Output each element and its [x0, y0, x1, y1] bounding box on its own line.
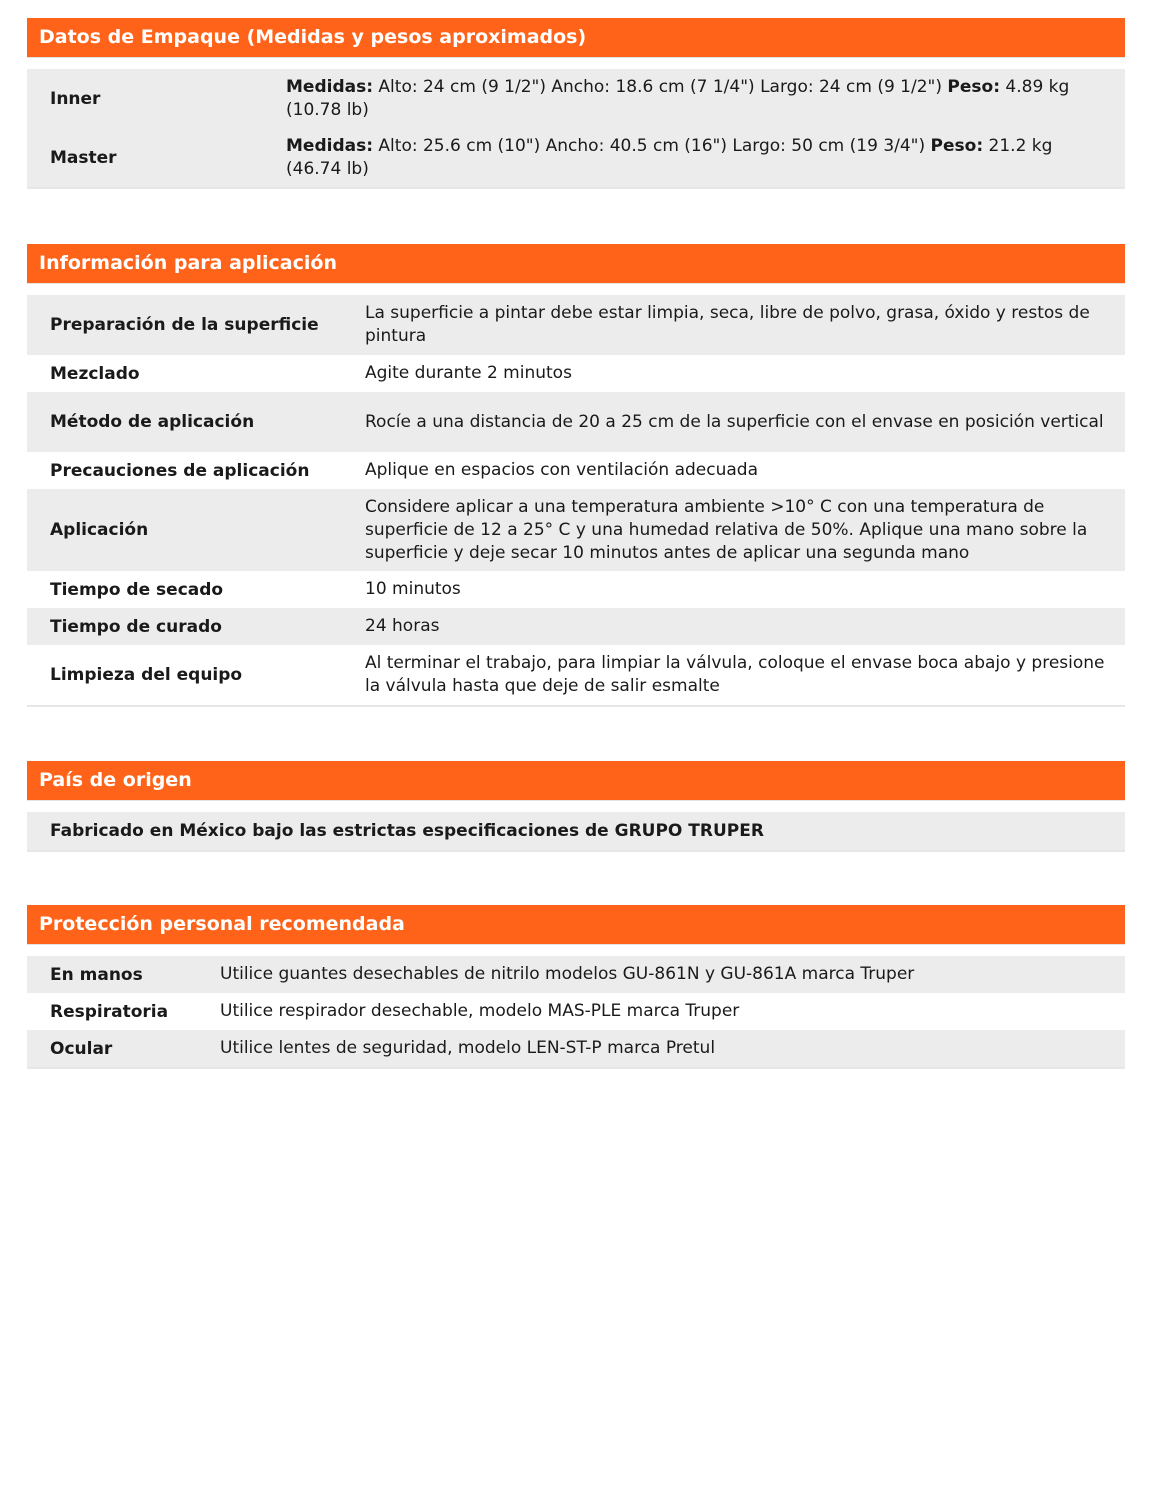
peso-label: Peso: [930, 135, 984, 156]
row-label: Tiempo de secado [50, 579, 224, 600]
peso-value: 4.89 kg (10.78 lb) [286, 76, 1070, 120]
table-row [27, 452, 1125, 489]
table-row [27, 295, 1125, 355]
row-label: Inner [50, 88, 101, 109]
empaque-section [27, 18, 1125, 189]
table-row [27, 993, 1125, 1030]
empaque-header: Datos de Empaque (Medidas y pesos aproximados) [27, 18, 1125, 57]
origen-text: Fabricado en México bajo las estrictas especificaciones de GRUPO TRUPER [50, 821, 764, 841]
row-value: Utilice guantes desechables de nitrilo modelos GU-861N y GU-861A marca Truper [220, 964, 915, 984]
row-value: Al terminar el trabajo, para limpiar la válvula, coloque el envase boca abajo y presione la válvula hasta que deje de salir esmalte [365, 653, 1105, 696]
row-value: La superficie a pintar debe estar limpia, seca, libre de polvo, grasa, óxido y restos de pintura [365, 303, 1090, 346]
row-value: 10 minutos [365, 579, 461, 599]
origen-section [27, 761, 1125, 852]
row-value: Rocíe a una distancia de 20 a 25 cm de la superficie con el envase en posición vertical [365, 411, 1104, 432]
origen-table [27, 812, 1125, 852]
proteccion-table [27, 956, 1125, 1069]
row-label: Aplicación [50, 520, 149, 540]
row-value: Agite durante 2 minutos [365, 363, 572, 383]
row-label: Master [50, 147, 117, 168]
proteccion-header: Protección personal recomendada [27, 905, 1125, 944]
row-label: Preparación de la superficie [50, 315, 319, 335]
row-label: Precauciones de aplicación [50, 460, 310, 481]
medidas-label: Medidas: [286, 135, 374, 156]
row-value [286, 76, 1125, 122]
table-row [27, 392, 1125, 452]
row-label: Respiratoria [50, 1001, 169, 1022]
row-value: 24 horas [365, 616, 440, 636]
row-value: Utilice respirador desechable, modelo MAS-PLE marca Truper [220, 1001, 740, 1021]
medidas-value: Alto: 24 cm (9 1/2") Ancho: 18.6 cm (7 1/4") Largo: 24 cm (9 1/2") [378, 76, 942, 97]
row-value: Aplique en espacios con ventilación adecuada [365, 460, 759, 480]
table-row [27, 608, 1125, 645]
table-row [27, 489, 1125, 571]
aplicacion-section [27, 244, 1125, 707]
table-row [27, 956, 1125, 993]
table-row [27, 69, 1125, 128]
row-value: Utilice lentes de seguridad, modelo LEN-ST-P marca Pretul [220, 1038, 716, 1058]
table-row [27, 812, 1125, 850]
row-label: Mezclado [50, 363, 140, 384]
peso-value: 21.2 kg (46.74 lb) [286, 135, 1053, 179]
table-row [27, 128, 1125, 187]
aplicacion-header: Información para aplicación [27, 244, 1125, 283]
table-row [27, 355, 1125, 392]
medidas-label: Medidas: [286, 76, 374, 97]
row-label: Tiempo de curado [50, 616, 222, 637]
row-label: En manos [50, 964, 143, 985]
row-value [286, 135, 1125, 181]
row-label: Limpieza del equipo [50, 665, 243, 685]
row-value: Considere aplicar a una temperatura ambiente >10° C con una temperatura de superficie de 12 a 25° C y una humedad relativa de 50%. Aplique una mano sobre la superficie y deje secar 10 minutos antes de aplicar una segunda mano [365, 496, 1088, 563]
table-row [27, 645, 1125, 705]
origen-header: País de origen [27, 761, 1125, 800]
aplicacion-table [27, 295, 1125, 707]
peso-label: Peso: [947, 76, 1000, 97]
row-label: Método de aplicación [50, 412, 255, 432]
empaque-table [27, 69, 1125, 189]
row-label: Ocular [50, 1038, 113, 1059]
proteccion-section [27, 905, 1125, 1069]
table-row [27, 1030, 1125, 1067]
medidas-value: Alto: 25.6 cm (10") Ancho: 40.5 cm (16") Largo: 50 cm (19 3/4") [378, 135, 926, 156]
table-row [27, 571, 1125, 608]
